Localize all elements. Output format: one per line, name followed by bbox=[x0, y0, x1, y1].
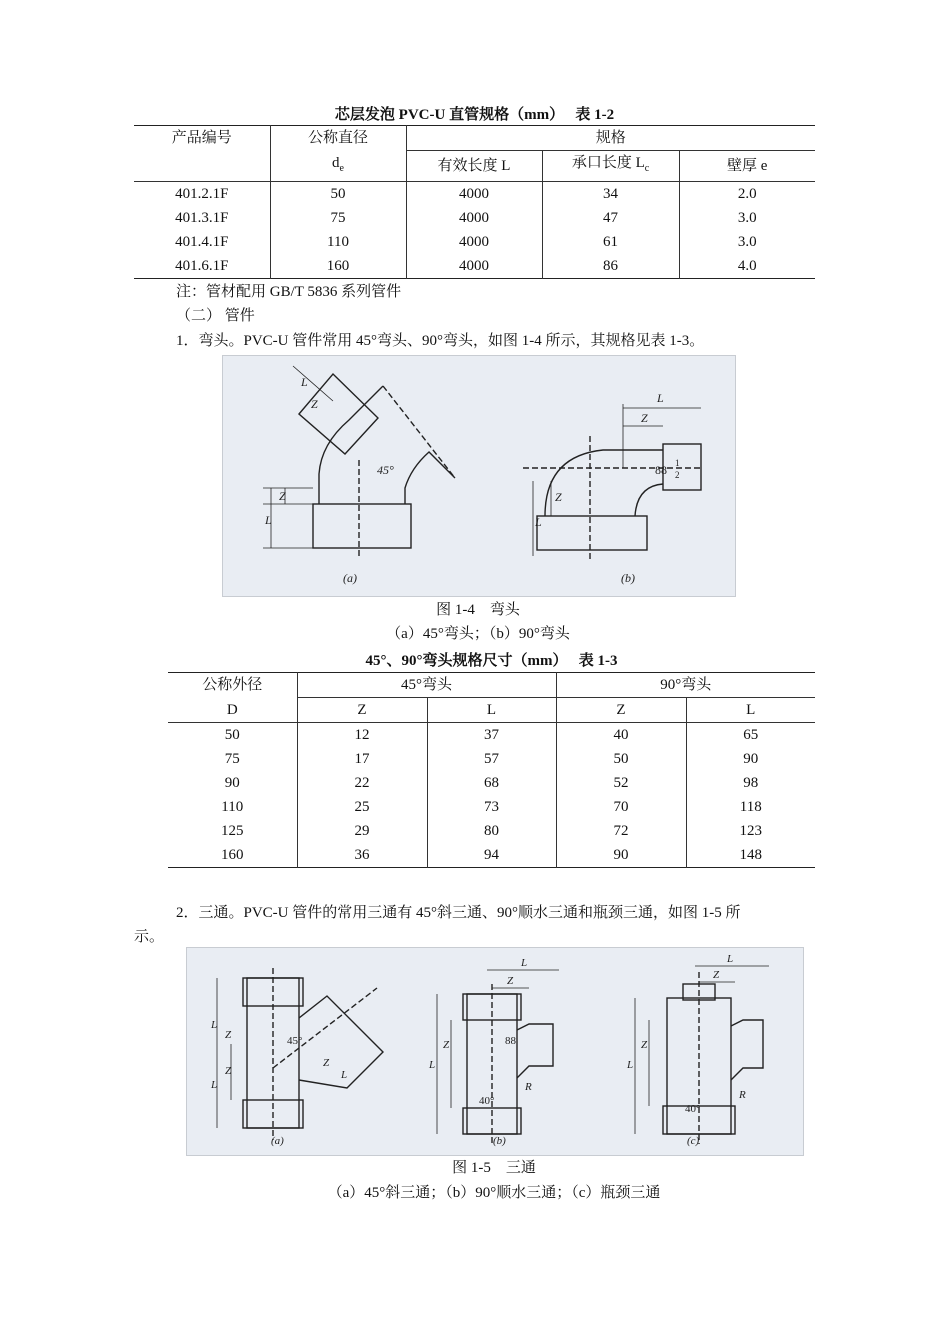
cell: 70 bbox=[556, 795, 686, 819]
header-empty bbox=[134, 151, 270, 182]
cell: 47 bbox=[542, 206, 679, 230]
dim-label-L: L bbox=[265, 513, 272, 527]
fig-label-a: (a) bbox=[343, 571, 357, 585]
cell: 4000 bbox=[406, 182, 542, 207]
tee-bottleneck-branch bbox=[731, 1020, 763, 1080]
table-1-2 bbox=[134, 125, 815, 279]
paragraph-tee-line2: 示。 bbox=[134, 929, 165, 945]
cell: 125 bbox=[221, 823, 244, 839]
tee-90-branch bbox=[517, 1024, 553, 1078]
header-L: L bbox=[686, 698, 815, 723]
cell: 68 bbox=[427, 771, 556, 795]
tee-bottleneck-angle-label: 40° bbox=[685, 1103, 701, 1115]
cell: 57 bbox=[427, 747, 556, 771]
dim-label-Z3: Z bbox=[507, 975, 514, 987]
dim-label-L: L bbox=[657, 391, 664, 405]
cell: 75 bbox=[270, 206, 406, 230]
cell: 123 bbox=[686, 819, 815, 843]
cell: 50 bbox=[224, 727, 240, 743]
dim-label-Z: Z bbox=[311, 397, 318, 411]
cell: 4000 bbox=[406, 230, 542, 254]
cell: 40 bbox=[556, 723, 686, 748]
header-90-elbow: 90°弯头 bbox=[556, 673, 815, 698]
dim-label-L1: L bbox=[211, 1079, 218, 1091]
table-row bbox=[134, 206, 815, 230]
figure-1-4-subcaption: （a）45°弯头；（b）90°弯头 bbox=[386, 626, 570, 642]
header-socket-length: 承口长度 $L_c$ bbox=[542, 151, 679, 182]
cell: 4.0 bbox=[679, 254, 815, 279]
dim-label-Z: Z bbox=[641, 411, 648, 425]
angle-fraction-denominator: 2 bbox=[675, 470, 680, 480]
cell: 73 bbox=[427, 795, 556, 819]
elbow-90-angle-label: 88 bbox=[655, 463, 667, 477]
cell: 110 bbox=[270, 230, 406, 254]
figure-1-4-caption: 图 1-4 弯头 bbox=[436, 602, 520, 618]
angle-fraction-numerator: 1 bbox=[675, 458, 680, 468]
cell: 34 bbox=[542, 182, 679, 207]
cell: 160 bbox=[270, 254, 406, 279]
elbow-90-socket bbox=[537, 516, 647, 550]
cell: 90 bbox=[224, 775, 240, 791]
cell: 50 bbox=[270, 182, 406, 207]
dim-label-L3: L bbox=[727, 953, 734, 965]
tee-90-angle-label: 88 bbox=[505, 1035, 516, 1047]
cell: 37 bbox=[427, 723, 556, 748]
cell: 86 bbox=[542, 254, 679, 279]
figure-1-5-subcaption: （a）45°斜三通；（b）90°顺水三通；（c）瓶颈三通 bbox=[327, 1185, 661, 1201]
header-45-elbow: 45°弯头 bbox=[297, 673, 556, 698]
header-effective-length: 有效长度 L bbox=[406, 151, 542, 182]
cell: 50 bbox=[556, 747, 686, 771]
cell: 98 bbox=[686, 771, 815, 795]
fig-label-b: (b) bbox=[493, 1135, 506, 1147]
table-row bbox=[134, 254, 815, 279]
paragraph-elbow: 1．弯头。PVC-U 管件常用 45°弯头、90°弯头，如图 1-4 所示，其规格见表 1-3。 bbox=[176, 333, 705, 349]
fig-label-a: (a) bbox=[271, 1135, 284, 1147]
cell: 22 bbox=[297, 771, 427, 795]
cell: 148 bbox=[686, 843, 815, 868]
paragraph-tee-line1: 2．三通。PVC-U 管件的常用三通有 45°斜三通、90°顺水三通和瓶颈三通，如图 1-5 所 bbox=[176, 905, 741, 921]
elbow-45-body bbox=[319, 386, 455, 504]
cell: 2.0 bbox=[679, 182, 815, 207]
figure-1-5-tees bbox=[186, 947, 804, 1156]
cell: 12 bbox=[297, 723, 427, 748]
dim-label-Z2: Z bbox=[225, 1029, 232, 1041]
dim-label-Z1: Z bbox=[225, 1065, 232, 1077]
header-product-code: 产品编号 bbox=[171, 130, 232, 146]
dim-label-L3: L bbox=[521, 957, 528, 969]
table-row bbox=[168, 843, 815, 868]
cell: 3.0 bbox=[679, 206, 815, 230]
cell: 29 bbox=[297, 819, 427, 843]
cell: 90 bbox=[556, 843, 686, 868]
fig-label-c: (c) bbox=[687, 1135, 700, 1147]
cell: 52 bbox=[556, 771, 686, 795]
cell: 94 bbox=[427, 843, 556, 868]
dim-label-R: R bbox=[525, 1081, 532, 1093]
cell: 72 bbox=[556, 819, 686, 843]
table-row bbox=[168, 747, 815, 771]
dim-label-L1: L bbox=[627, 1059, 634, 1071]
header-L: L bbox=[427, 698, 556, 723]
cell: 61 bbox=[542, 230, 679, 254]
cell: 401.4.1F bbox=[175, 234, 229, 250]
header-de: $d_e$ bbox=[270, 151, 406, 182]
dim-label-L: L bbox=[301, 375, 308, 389]
cell: 3.0 bbox=[679, 230, 815, 254]
cell: 80 bbox=[427, 819, 556, 843]
tee-90-bottom-angle-label: 40° bbox=[479, 1095, 495, 1107]
cell: 401.3.1F bbox=[175, 210, 229, 226]
table-1-3-caption: 45°、90°弯头规格尺寸（mm） 表 1-3 bbox=[365, 653, 618, 669]
cell: 160 bbox=[221, 847, 244, 863]
table-1-2-note: 注：管材配用 GB/T 5836 系列管件 bbox=[176, 284, 402, 300]
table-row bbox=[134, 182, 815, 207]
cell: 110 bbox=[221, 799, 244, 815]
header-Z: Z bbox=[297, 698, 427, 723]
header-outer-diameter: 公称外径 bbox=[202, 677, 263, 694]
cell: 118 bbox=[686, 795, 815, 819]
cell: 36 bbox=[297, 843, 427, 868]
dim-label-L1: L bbox=[429, 1059, 436, 1071]
header-D: D bbox=[226, 701, 238, 718]
elbow-45-upper-socket bbox=[299, 374, 378, 454]
elbow-90-side-socket bbox=[663, 444, 701, 490]
fig-label-b: (b) bbox=[621, 571, 635, 585]
cell: 4000 bbox=[406, 206, 542, 230]
elbow-90-body bbox=[545, 450, 663, 516]
table-row bbox=[168, 819, 815, 843]
cell: 25 bbox=[297, 795, 427, 819]
dim-label-Z: Z bbox=[279, 489, 286, 503]
table-row bbox=[168, 795, 815, 819]
tee-45-angle-label: 45° bbox=[287, 1035, 303, 1047]
dim-label-Z3: Z bbox=[323, 1057, 330, 1069]
dim-label-L2: L bbox=[211, 1019, 218, 1031]
table-row bbox=[168, 771, 815, 795]
tee-drawings bbox=[187, 948, 803, 1155]
table-row bbox=[134, 230, 815, 254]
section-heading-fittings: （二） 管件 bbox=[176, 308, 255, 324]
dim-label-L3: L bbox=[341, 1069, 348, 1081]
cell: 401.2.1F bbox=[175, 186, 229, 202]
table-row bbox=[168, 723, 815, 748]
figure-1-4-elbows bbox=[222, 355, 736, 597]
dim-label-Z1: Z bbox=[443, 1039, 450, 1051]
dim-label-L: L bbox=[535, 515, 542, 529]
dim-label-R: R bbox=[739, 1089, 746, 1101]
header-nominal-diameter: 公称直径 bbox=[270, 126, 406, 151]
cell: 75 bbox=[224, 751, 240, 767]
cell: 65 bbox=[686, 723, 815, 748]
elbow-drawings bbox=[223, 356, 735, 596]
dim-label-Z1: Z bbox=[641, 1039, 648, 1051]
dim-label-Z: Z bbox=[555, 490, 562, 504]
elbow-45-angle-label: 45° bbox=[377, 463, 394, 477]
cell: 401.6.1F bbox=[175, 258, 229, 274]
header-wall-thickness: 壁厚 e bbox=[679, 151, 815, 182]
elbow-45-socket bbox=[313, 504, 411, 548]
cell: 90 bbox=[686, 747, 815, 771]
table-1-3 bbox=[168, 672, 815, 868]
figure-1-5-caption: 图 1-5 三通 bbox=[452, 1160, 536, 1176]
header-Z: Z bbox=[556, 698, 686, 723]
dim-label-Z1: Z bbox=[713, 969, 720, 981]
header-spec: 规格 bbox=[406, 126, 815, 151]
table-1-2-caption: 芯层发泡 PVC-U 直管规格（mm） 表 1-2 bbox=[334, 107, 615, 123]
cell: 17 bbox=[297, 747, 427, 771]
cell: 4000 bbox=[406, 254, 542, 279]
